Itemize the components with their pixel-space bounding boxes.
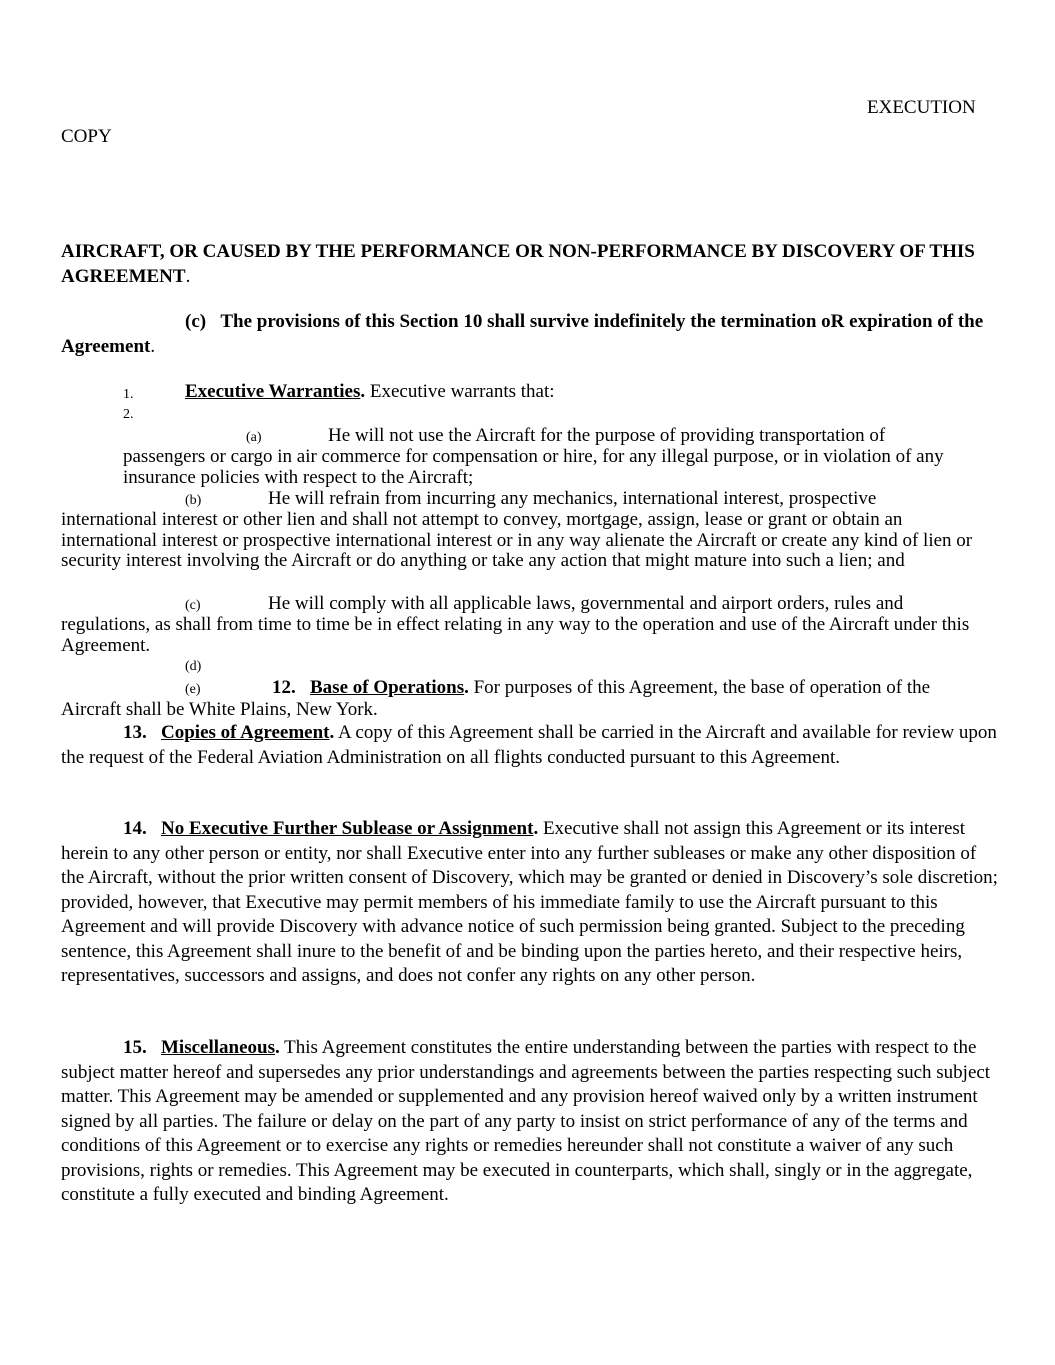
- section12-rest: Aircraft shall be White Plains, New York.: [61, 699, 378, 720]
- item-d-label: (d): [185, 659, 202, 674]
- item-e-label: (e): [185, 682, 201, 697]
- item-a-rest: passengers or cargo in air commerce for compensation or hire, for any illegal purpose, or in violation of any insurance policies with respect to the Aircraft;: [123, 446, 944, 488]
- item-c-first-line: He will comply with all applicable laws, governmental and airport orders, rules and: [268, 593, 904, 614]
- section12-heading: Base of Operations: [310, 677, 465, 698]
- section10-c: (c) The provisions of this Section 10 shall survive indefinitely the termination oR expiration of the Agreement.: [61, 311, 984, 357]
- section14-number: 14.: [123, 818, 147, 839]
- section15-paragraph: 15. Miscellaneous. This Agreement constitutes the entire understanding between the parties with respect to the subject matter hereof and supersedes any prior understandings and agreements between the parties respecting such subject matter. This Agreement may be amended or supplemented and any provision hereof waived only by a written instrument signed by all parties. The failure or delay on the part of any party to insist on strict performance of any of the terms and conditions of this Agreement or to exercise any rights or remedies hereunder shall not constitute a waiver of any such provisions, rights or remedies. This Agreement may be executed in counterparts, which shall, singly or in the aggregate, constitute a fully executed and binding Agreement.: [61, 1037, 991, 1205]
- section11-heading: Executive Warranties: [185, 381, 361, 402]
- section11-heading-line: Executive Warranties. Executive warrants that:: [185, 381, 555, 402]
- section15-number: 15.: [123, 1037, 147, 1058]
- section11-intro: Executive warrants that:: [365, 381, 555, 402]
- section15-text: This Agreement constitutes the entire understanding between the parties with respect to the subject matter hereof and supersedes any prior understandings and agreements between the parties respecting such subject matter. This Agreement may be amended or supplemented and any provision hereof waived only by a written instrument signed by all parties. The failure or delay on the part of any party to insist on strict performance of any of the terms and conditions of this Agreement or to exercise any rights or remedies hereunder shall not constitute a waiver of any such provisions, rights or remedies. This Agreement may be executed in counterparts, which shall, singly or in the aggregate, constitute a fully executed and binding Agreement.: [61, 1037, 991, 1205]
- section13-number: 13.: [123, 722, 147, 743]
- item-b-rest: international interest or other lien and shall not attempt to convey, mortgage, assign, lease or grant or obtain an international interest or prospective international interest or in any way alienate the Aircraft or create any kind of lien or security interest involving the Aircraft or do anything or take any action that might mature into such a lien; and: [61, 509, 973, 571]
- section10-c-text: The provisions of this Section 10 shall survive indefinitely the termination oR expiration of the Agreement: [61, 311, 984, 357]
- header-copy: COPY: [61, 126, 112, 147]
- item-b-label: (b): [185, 493, 202, 508]
- section12-text: For purposes of this Agreement, the base of operation of the: [468, 677, 931, 698]
- section10-continuation-bold: AIRCRAFT, OR CAUSED BY THE PERFORMANCE OR NON-PERFORMANCE BY DISCOVERY OF THIS AGREEMENT: [61, 241, 975, 287]
- item-c-rest: regulations, as shall from time to time be in effect relating in any way to the operation and use of the Aircraft under this Agreement.: [61, 614, 970, 656]
- section15-heading: Miscellaneous: [161, 1037, 275, 1058]
- section12-number: 12.: [272, 677, 296, 698]
- item-c-label: (c): [185, 598, 201, 613]
- section13-text: A copy of this Agreement shall be carried in the Aircraft and available for review upon the request of the Federal Aviation Administration on all flights conducted pursuant to this Agreement.: [61, 722, 997, 768]
- list-number-2: 2.: [123, 407, 134, 422]
- section12-first-line: 12. Base of Operations. For purposes of this Agreement, the base of operation of the: [272, 677, 931, 698]
- section10-continuation: AIRCRAFT, OR CAUSED BY THE PERFORMANCE OR NON-PERFORMANCE BY DISCOVERY OF THIS AGREEMENT.: [61, 241, 975, 287]
- section13-heading: Copies of Agreement: [161, 722, 330, 743]
- section14-text: Executive shall not assign this Agreement or its interest herein to any other person or entity, nor shall Executive enter into any further subleases or make any other disposition of the Aircraft, without the prior written consent of Discovery, which may be granted or denied in Discovery’s sole discretion; provided, however, that Executive may permit members of his immediate family to use the Aircraft pursuant to this Agreement and will provide Discovery with advance notice of such permission being granted. Subject to the preceding sentence, this Agreement shall inure to the benefit of and be binding upon the parties hereto, and their respective heirs, representatives, successors and assigns, and does not confer any rights on any other person.: [61, 818, 998, 986]
- item-a-label: (a): [246, 430, 262, 445]
- section14-heading: No Executive Further Sublease or Assignment: [161, 818, 534, 839]
- section10-c-label: (c): [185, 311, 207, 332]
- list-number-1: 1.: [123, 387, 134, 402]
- header-execution: EXECUTION: [867, 97, 976, 118]
- item-b-first-line: He will refrain from incurring any mechanics, international interest, prospective: [268, 488, 877, 509]
- section14-paragraph: 14. No Executive Further Sublease or Assignment. Executive shall not assign this Agreement or its interest herein to any other person or entity, nor shall Executive enter into any further subleases or make any other disposition of the Aircraft, without the prior written consent of Discovery, which may be granted or denied in Discovery’s sole discretion; provided, however, that Executive may permit members of his immediate family to use the Aircraft pursuant to this Agreement and will provide Discovery with advance notice of such permission being granted. Subject to the preceding sentence, this Agreement shall inure to the benefit of and be binding upon the parties hereto, and their respective heirs, representatives, successors and assigns, and does not confer any rights on any other person.: [61, 818, 998, 986]
- item-a-first-line: He will not use the Aircraft for the purpose of providing transportation of: [328, 425, 886, 446]
- section13-paragraph: 13. Copies of Agreement. A copy of this Agreement shall be carried in the Aircraft and available for review upon the request of the Federal Aviation Administration on all flights conducted pursuant to this Agreement.: [61, 722, 997, 768]
